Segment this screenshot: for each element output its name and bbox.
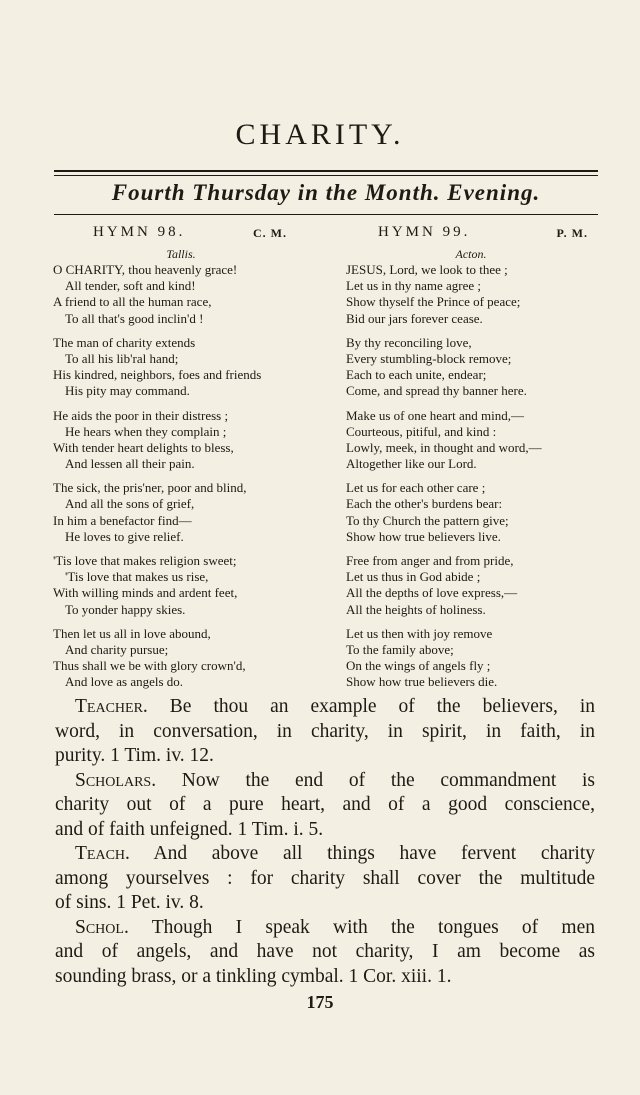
page-number: 175 [306,992,334,1012]
hymn-tune: Acton. [455,247,487,261]
response-line: of sins. 1 Pet. iv. 8. [55,892,204,913]
verse-line: Courteous, pitiful, and kind : [346,423,497,439]
page-title: CHARITY. [235,118,405,151]
speaker-label: Teach. [75,843,130,864]
verse-line: He aids the poor in their distress ; [53,407,229,423]
response-text: And above all things have fervent charity [129,843,595,864]
stanza [53,408,309,473]
speaker-label: Teacher. [75,696,148,717]
verse-line: Each to each unite, endear; [346,367,487,383]
response-text: Be thou an example of the believers, in [147,696,595,717]
hymn-number: HYMN 98. [93,224,186,240]
response-line: charity out of a pure heart, and of a good conscience, [55,794,595,815]
verse-line: Show thyself the Prince of peace; [346,294,521,310]
verse-line: To all his lib'ral hand; [65,350,179,366]
verse-line: Let us in thy name agree ; [346,278,482,294]
stanza [53,480,309,545]
verse-line: With tender heart delights to bless, [53,439,234,455]
occasion-heading: Fourth Thursday in the Month. Evening. [111,180,541,205]
verse-line: Altogether like our Lord. [346,456,477,472]
response-paragraph [55,769,595,843]
response-line: and of angels, and have not charity, I am become as [55,941,595,962]
verse-line: To thy Church the pattern give; [346,512,509,528]
verse-line: In him a benefactor find— [53,512,192,528]
verse-line: All tender, soft and kind! [65,278,196,294]
verse-line: 'Tis love that makes us rise, [65,569,209,585]
response-text: Though I speak with the tongues of men [128,916,595,938]
hymn-meter: C. M. [253,226,287,240]
hymn-meter: P. M. [556,226,588,240]
hymn-heading [53,224,309,246]
stanza [53,335,309,400]
verse-line: 'Tis love that makes religion sweet; [53,553,237,568]
verse-line: And all the sons of grief, [65,496,195,512]
verse-line: To all that's good inclin'd ! [65,310,204,326]
hymn-98-column [53,224,309,699]
speaker-label: Scholars. [75,769,157,791]
responsive-readings [55,695,595,989]
verse-line: His kindred, neighbors, foes and friends [53,367,262,383]
response-line: purity. 1 Tim. iv. 12. [55,745,214,766]
verse-line: Let us for each other care ; [346,480,486,496]
verse-line: To the family above; [346,641,454,657]
verse-line: The man of charity extends [53,334,196,350]
hymn-tune: Tallis. [166,247,196,261]
stanza [346,480,596,545]
verse-line: He loves to give relief. [65,528,184,544]
verse-line: And charity pursue; [65,641,169,657]
stanza [346,335,596,400]
verse-line: Each the other's burdens bear: [346,496,503,512]
verse-line: JESUS, Lord, we look to thee ; [346,262,508,277]
hymn-number: HYMN 99. [378,224,471,240]
verse-line: With willing minds and ardent feet, [53,585,238,601]
verse-line: Every stumbling-block remove; [346,350,512,366]
hymn-heading [346,224,596,246]
verse-line: Free from anger and from pride, [346,553,514,568]
speaker-label: Schol. [75,916,129,938]
response-line: sounding brass, or a tinkling cymbal. 1 Cor. xiii. 1. [55,965,452,987]
verse-line: O CHARITY, thou heavenly grace! [53,262,238,277]
verse-line: And love as angels do. [65,674,184,690]
verse-line: Lowly, meek, in thought and word,— [346,439,542,455]
verse-line: All the depths of love express,— [346,585,518,601]
response-paragraph [55,842,595,916]
verse-line: On the wings of angels fly ; [346,658,491,674]
response-line: and of faith unfeigned. 1 Tim. i. 5. [55,818,324,840]
stanza [53,262,309,327]
hymn-99-column [346,224,596,699]
verse-line: Thus shall we be with glory crown'd, [53,658,246,674]
response-paragraph [55,695,595,769]
stanza [346,408,596,473]
verse-line: Show how true believers die. [346,674,498,690]
verse-line: Let us thus in God abide ; [346,569,481,585]
stanza [346,553,596,618]
verse-line: And lessen all their pain. [65,456,195,472]
stanza-list [53,262,309,691]
response-first-line [55,769,595,794]
response-line: word, in conversation, in charity, in spirit, in faith, in [55,720,595,742]
stanza [53,553,309,618]
verse-line: He hears when they complain ; [65,423,227,439]
response-line: among yourselves : for charity shall cover the multitude [55,867,595,889]
verse-line: Make us of one heart and mind,— [346,407,524,423]
verse-line: All the heights of holiness. [346,601,486,617]
response-first-line [55,695,595,720]
verse-line: Show how true believers live. [346,528,501,544]
stanza [346,262,596,327]
stanza [53,626,309,691]
verse-line: Bid our jars forever cease. [346,310,483,326]
verse-line: Come, and spread thy banner here. [346,383,527,399]
stanza [346,626,596,691]
verse-line: The sick, the pris'ner, poor and blind, [53,480,247,496]
double-rule-bottom [54,175,598,176]
double-rule-top [54,170,598,172]
response-first-line [55,842,595,867]
verse-line: A friend to all the human race, [53,294,212,310]
section-rule [54,214,598,215]
verse-line: Let us then with joy remove [346,625,493,641]
response-paragraph [55,916,595,990]
verse-line: His pity may command. [65,383,190,399]
response-first-line [55,916,595,941]
response-text: Now the end of the commandment is [156,769,595,791]
stanza-list [346,262,596,691]
verse-line: Then let us all in love abound, [53,625,211,641]
verse-line: To yonder happy skies. [65,601,186,617]
verse-line: By thy reconciling love, [346,334,472,350]
